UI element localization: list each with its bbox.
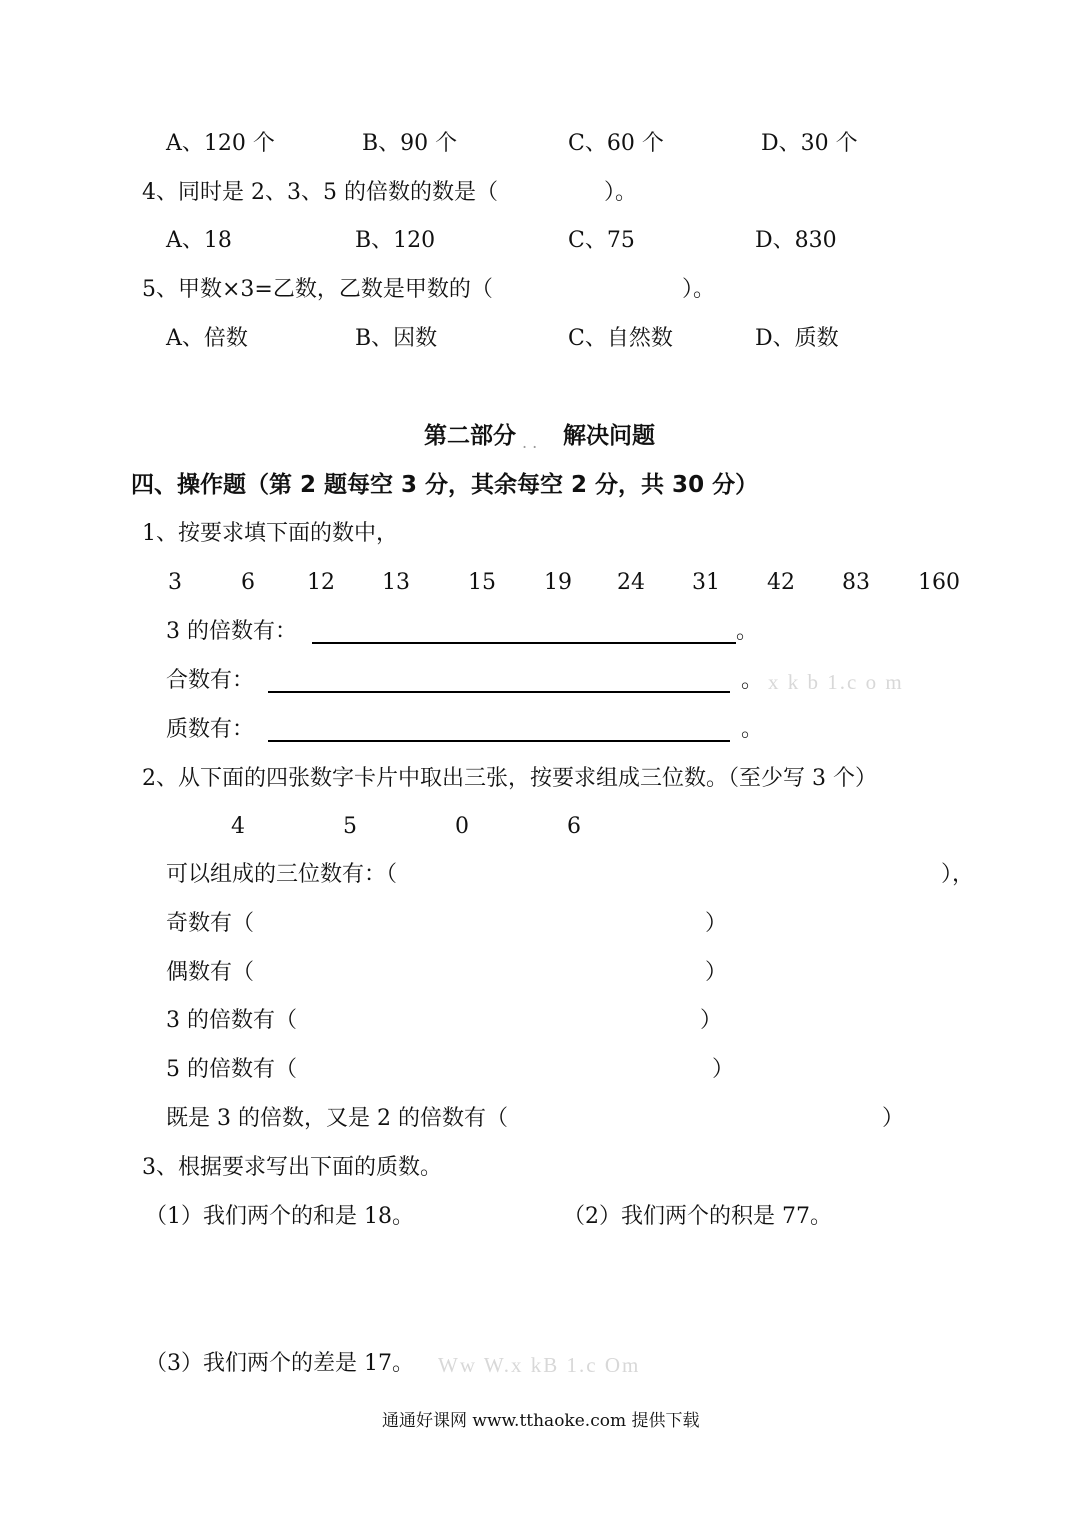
q5-question-suffix: ）。	[682, 277, 716, 302]
prime-label: 质数有：	[166, 717, 255, 742]
p1-number: 6	[241, 570, 255, 595]
q3-option-a: A、120 个	[166, 131, 275, 156]
p2-title: 2、从下面的四张数字卡片中取出三张，按要求组成三位数。（至少写 3 个）	[142, 766, 877, 791]
mult5-close: ）	[712, 1057, 735, 1082]
composite-label: 合数有：	[166, 668, 255, 693]
mult3-label: 3 的倍数有（	[166, 1008, 297, 1033]
p1-number: 24	[617, 570, 645, 595]
p1-number: 12	[307, 570, 335, 595]
mult3and2-label: 既是 3 的倍数，又是 2 的倍数有（	[166, 1106, 508, 1131]
even-close: ）	[705, 960, 728, 985]
q5-option-d: D、质数	[755, 326, 839, 351]
q3-option-c: C、60 个	[568, 131, 664, 156]
q4-option-c: C、75	[568, 228, 635, 253]
multiples-of-3-label: 3 的倍数有：	[166, 619, 297, 644]
multiples-of-3-end: 。	[736, 619, 759, 644]
three-digit-label: 可以组成的三位数有：（	[166, 862, 398, 887]
p3-title: 3、根据要求写出下面的质数。	[142, 1155, 442, 1180]
prime-answer-line[interactable]	[268, 740, 730, 742]
mult3and2-close: ）	[882, 1106, 905, 1131]
p1-number: 42	[767, 570, 795, 595]
q4-question-prefix: 4、同时是 2、3、5 的倍数的数是（	[142, 180, 498, 205]
digit-card: 5	[343, 814, 357, 839]
p1-number: 3	[168, 570, 182, 595]
q5-option-b: B、因数	[355, 326, 438, 351]
p3-sub2: （2）我们两个的积是 77。	[563, 1204, 832, 1229]
q4-option-d: D、830	[755, 228, 837, 253]
p1-number: 13	[382, 570, 410, 595]
p1-number: 19	[544, 570, 572, 595]
p1-title: 1、按要求填下面的数中，	[142, 521, 398, 546]
p1-number: 31	[692, 570, 720, 595]
part-title-dots: . .	[522, 433, 538, 452]
q3-option-d: D、30 个	[761, 131, 858, 156]
q5-option-c: C、自然数	[568, 326, 673, 351]
multiples-of-3-answer-line[interactable]	[312, 642, 736, 644]
mult3-close: ）	[700, 1008, 723, 1033]
p3-sub3: （3）我们两个的差是 17。	[145, 1351, 414, 1376]
section-4-title: 四、操作题（第 2 题每空 3 分，其余每空 2 分，共 30 分）	[131, 472, 759, 498]
p1-number: 160	[918, 570, 960, 595]
q5-question-prefix: 5、甲数×3=乙数，乙数是甲数的（	[142, 277, 493, 302]
p3-sub1: （1）我们两个的和是 18。	[145, 1204, 414, 1229]
digit-card: 4	[231, 814, 245, 839]
composite-answer-line[interactable]	[268, 691, 730, 693]
p1-number: 83	[842, 570, 870, 595]
prime-end: 。	[741, 717, 764, 742]
q4-option-a: A、18	[166, 228, 232, 253]
digit-card: 6	[567, 814, 581, 839]
even-label: 偶数有（	[166, 960, 255, 985]
part-title-left: 第二部分	[424, 423, 516, 449]
footer-source: 通通好课网 www.tthaoke.com 提供下载	[382, 1411, 700, 1431]
mult5-label: 5 的倍数有（	[166, 1057, 297, 1082]
part-title-right: 解决问题	[563, 423, 655, 449]
three-digit-end: ），	[941, 862, 975, 887]
composite-end: 。	[741, 668, 764, 693]
digit-card: 0	[455, 814, 469, 839]
odd-close: ）	[705, 911, 728, 936]
odd-label: 奇数有（	[166, 911, 255, 936]
q5-option-a: A、倍数	[166, 326, 248, 351]
q4-question-suffix: ）。	[604, 180, 638, 205]
p1-number: 15	[468, 570, 496, 595]
watermark: Ww W.x kB 1.c Om	[438, 1353, 641, 1377]
q4-option-b: B、120	[355, 228, 436, 253]
watermark: x k b 1.c o m	[768, 670, 904, 694]
q3-option-b: B、90 个	[362, 131, 458, 156]
